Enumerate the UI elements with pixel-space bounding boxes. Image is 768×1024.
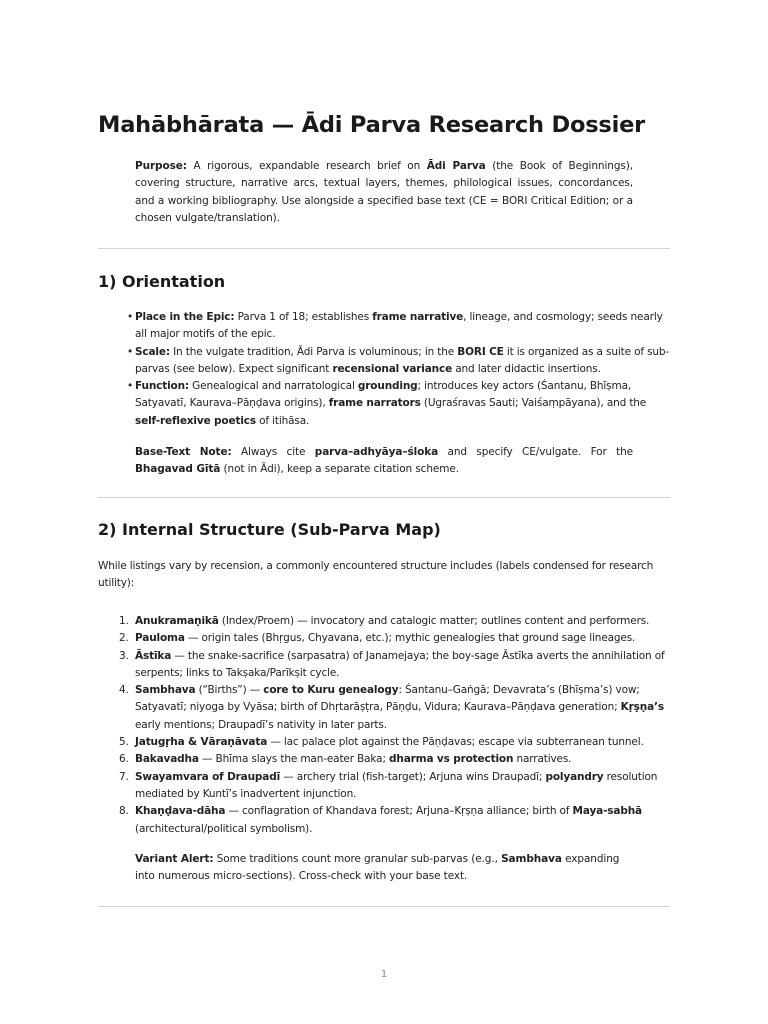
orientation-list: [127, 309, 670, 430]
emphasis: frame narrators: [328, 397, 421, 410]
item-number: 5.: [119, 736, 129, 749]
emphasis: Kṛṣṇa’s: [620, 701, 664, 714]
list-item: [119, 751, 670, 768]
emphasis: core to Kuru genealogy: [263, 684, 399, 697]
text: early mentions; Draupadī’s nativity in later parts.: [135, 718, 387, 731]
item-number: 1.: [119, 615, 129, 627]
structure-intro: While listings vary by recension, a commonly encountered structure includes (labels condensed for research utility):: [98, 560, 654, 590]
emphasis: Bhagavad Gītā: [135, 463, 221, 476]
text: (“Births”) —: [195, 684, 264, 697]
text: A rigorous, expandable research brief on: [186, 160, 427, 172]
list-item: [127, 309, 670, 344]
item-label: Sambhava: [135, 684, 196, 697]
emphasis: parva–adhyāya–śloka: [314, 446, 439, 458]
emphasis: Ādi Parva: [426, 160, 486, 172]
item-label: Scale:: [135, 345, 170, 358]
text: — archery trial (fish-target); Arjuna wins Draupadī;: [280, 770, 546, 783]
text: — Bhīma slays the man-eater Baka;: [198, 753, 390, 766]
text: — lac palace plot against the Pāṇḍavas; escape via subterranean tunnel.: [267, 736, 644, 749]
text: it is organized as a suite of sub-parvas (see below). Expect significant: [135, 345, 670, 375]
section-divider: [98, 497, 670, 498]
item-label: Place in the Epic:: [135, 311, 235, 323]
item-number: 7.: [119, 770, 129, 783]
text: (not in Ādi), keep a separate citation scheme.: [220, 463, 459, 476]
text: (architectural/political symbolism).: [135, 822, 313, 835]
emphasis: dharma vs protection: [389, 753, 514, 766]
text: — the snake-sacrifice (sarpasatra) of Janamejaya; the boy-sage Āstīka averts the annihilation of serpents; links to Takṣaka/Parīkṣit cycle.: [135, 649, 665, 679]
note-label: Base-Text Note:: [135, 446, 232, 458]
item-label: Khaṇḍava-dāha: [135, 805, 226, 818]
text: (the Book of Beginnings), covering structure, narrative arcs, textual layers, themes, philological issues, concordances, and a working bibliography. Use alongside a specified base text (CE = BORI Critical Edition; or a chosen vulgate/translation).: [135, 160, 634, 224]
item-number: 6.: [119, 753, 129, 766]
text: Genealogical and narratological: [188, 380, 358, 393]
list-item: [119, 630, 670, 647]
emphasis: Sambhava: [501, 853, 562, 865]
emphasis: self-reflexive poetics: [135, 414, 256, 427]
list-item: [119, 613, 670, 630]
item-label: Pauloma: [135, 632, 185, 645]
text: — origin tales (Bhṛgus, Chyavana, etc.); mythic genealogies that ground sage lineages.: [184, 632, 636, 645]
text: , lineage, and cosmology; seeds nearly all major motifs of the epic.: [135, 311, 663, 341]
item-label: Swayamvara of Draupadī: [135, 770, 281, 783]
item-number: 2.: [119, 632, 129, 645]
text: expanding into numerous micro-sections). Cross-check with your base text.: [135, 853, 620, 883]
text: Always cite: [231, 446, 315, 458]
list-item: [127, 344, 670, 379]
purpose-label: Purpose:: [135, 160, 187, 172]
emphasis: BORI CE: [457, 345, 504, 358]
list-item: [119, 769, 670, 804]
variant-alert: [135, 851, 633, 886]
sub-parva-list: [119, 613, 670, 838]
text: Some traditions count more granular sub-parvas (e.g.,: [213, 853, 502, 865]
purpose-paragraph: [135, 158, 633, 227]
page-number: 1: [380, 969, 388, 980]
item-label: Anukramaṇikā: [135, 615, 219, 627]
list-item: [119, 734, 670, 751]
text: and specify CE/vulgate. For the: [438, 446, 634, 458]
base-text-note: [135, 444, 633, 479]
item-label: Bakavadha: [135, 753, 199, 766]
list-item: [127, 378, 670, 430]
text: — conflagration of Khandava forest; Arjuna–Kṛṣṇa alliance; birth of: [225, 805, 573, 818]
text: of itihāsa.: [255, 414, 310, 427]
text: resolution mediated by Kuntī’s inadvertent injunction.: [135, 770, 658, 800]
alert-label: Variant Alert:: [135, 853, 214, 865]
list-item: [119, 803, 670, 838]
page-title: Mahābhārata — Ādi Parva Research Dossier: [98, 112, 646, 138]
bullet-marker: •: [127, 380, 134, 393]
item-label: Jatugṛha & Vāraṇāvata: [135, 736, 268, 749]
text: (Ugraśravas Sauti; Vaiśaṃpāyana), and the: [420, 397, 647, 410]
text: : Śantanu–Gaṅgā; Devavrata’s (Bhīṣma’s) vow; Satyavatī; niyoga by Vyāsa; birth of Dhṛtarāṣṭra, Pāṇḍu, Vidura; Kaurava–Pāṇḍava generation;: [135, 684, 640, 714]
text: Parva 1 of 18; establishes: [234, 311, 373, 323]
item-number: 3.: [119, 649, 129, 662]
section-divider: [98, 248, 670, 249]
item-label: Āstīka: [135, 649, 172, 662]
bullet-marker: •: [127, 311, 134, 323]
emphasis: polyandry: [545, 770, 604, 783]
text: narratives.: [513, 753, 572, 766]
emphasis: Maya-sabhā: [572, 805, 642, 818]
section-heading-structure: 2) Internal Structure (Sub-Parva Map): [98, 520, 441, 539]
bullet-marker: •: [127, 345, 134, 358]
section-heading-orientation: 1) Orientation: [98, 272, 226, 291]
item-number: 4.: [119, 684, 129, 697]
emphasis: recensional variance: [332, 362, 453, 375]
text: and later didactic insertions.: [452, 362, 601, 375]
text: (Index/Proem) — invocatory and catalogic matter; outlines content and performers.: [218, 615, 650, 627]
item-label: Function:: [135, 380, 189, 393]
text: In the vulgate tradition, Ādi Parva is voluminous; in the: [169, 345, 458, 358]
emphasis: grounding: [357, 380, 418, 393]
list-item: [119, 682, 670, 734]
emphasis: frame narrative: [372, 311, 464, 323]
item-number: 8.: [119, 805, 129, 818]
text: ; introduces key actors (Śantanu, Bhīṣma, Satyavatī, Kaurava–Pāṇḍava origins),: [135, 380, 632, 410]
section-divider: [98, 906, 670, 907]
list-item: [119, 648, 670, 683]
